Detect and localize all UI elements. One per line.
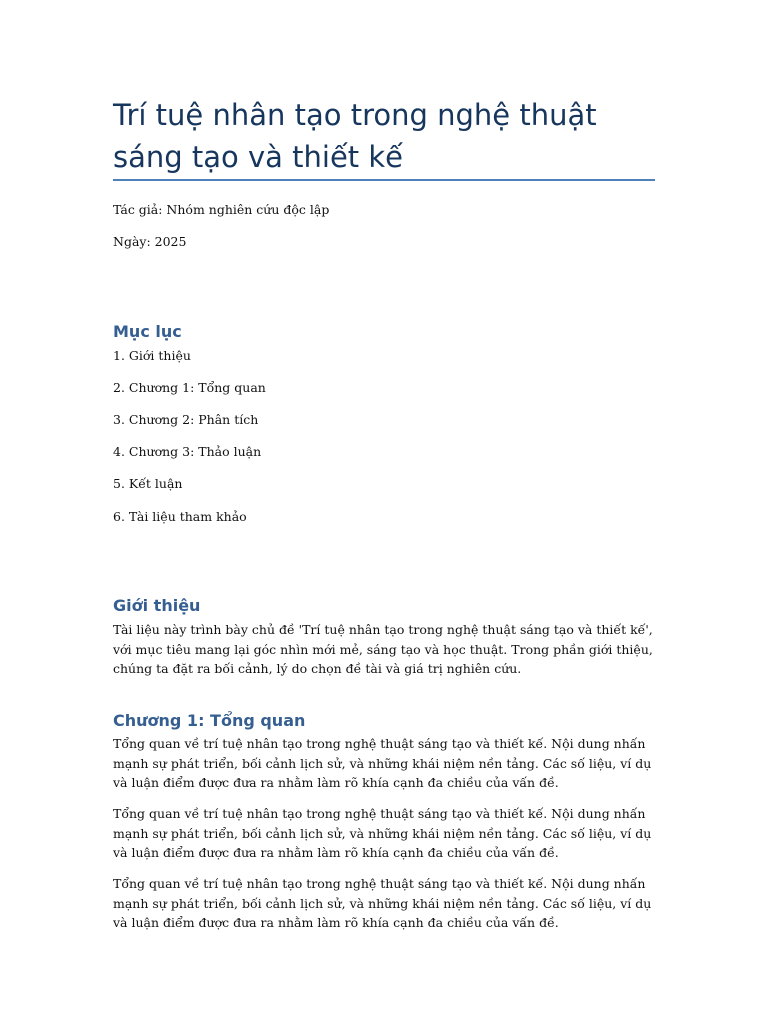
toc-item: 4. Chương 3: Thảo luận	[113, 444, 262, 459]
toc-heading: Mục lục	[113, 322, 182, 341]
author-line: Tác giả: Nhóm nghiên cứu độc lập	[113, 202, 330, 217]
chapter1-paragraph: Tổng quan về trí tuệ nhân tạo trong nghệ thuật sáng tạo và thiết kế. Nội dung nhấn mạnh sự phát triển, bối cảnh lịch sử, và những khái niệm nền tảng. Các số liệu, ví dụ và luận điểm được đưa ra nhằm làm rõ khía cạnh đa chiều của vấn đề.	[113, 806, 652, 860]
intro-paragraph: Tài liệu này trình bày chủ đề 'Trí tuệ nhân tạo trong nghệ thuật sáng tạo và thiết kế', với mục tiêu mang lại góc nhìn mới mẻ, sáng tạo và học thuật. Trong phần giới thiệu, chúng ta đặt ra bối cảnh, lý do chọn đề tài và giá trị nghiên cứu.	[113, 622, 653, 676]
toc-item: 1. Giới thiệu	[113, 348, 191, 363]
toc-item: 5. Kết luận	[113, 476, 183, 491]
toc-item: 2. Chương 1: Tổng quan	[113, 380, 266, 395]
chapter1-paragraph: Tổng quan về trí tuệ nhân tạo trong nghệ thuật sáng tạo và thiết kế. Nội dung nhấn mạnh sự phát triển, bối cảnh lịch sử, và những khái niệm nền tảng. Các số liệu, ví dụ và luận điểm được đưa ra nhằm làm rõ khía cạnh đa chiều của vấn đề.	[113, 876, 652, 930]
chapter1-paragraph: Tổng quan về trí tuệ nhân tạo trong nghệ thuật sáng tạo và thiết kế. Nội dung nhấn mạnh sự phát triển, bối cảnh lịch sử, và những khái niệm nền tảng. Các số liệu, ví dụ và luận điểm được đưa ra nhằm làm rõ khía cạnh đa chiều của vấn đề.	[113, 736, 652, 790]
toc-item: 3. Chương 2: Phân tích	[113, 412, 259, 427]
toc-item: 6. Tài liệu tham khảo	[113, 509, 247, 524]
date-line: Ngày: 2025	[113, 234, 187, 249]
intro-heading: Giới thiệu	[113, 596, 201, 615]
document-title: Trí tuệ nhân tạo trong nghệ thuật sáng tạo và thiết kế	[113, 98, 597, 174]
chapter1-heading: Chương 1: Tổng quan	[113, 711, 306, 730]
title-underline	[113, 179, 655, 181]
